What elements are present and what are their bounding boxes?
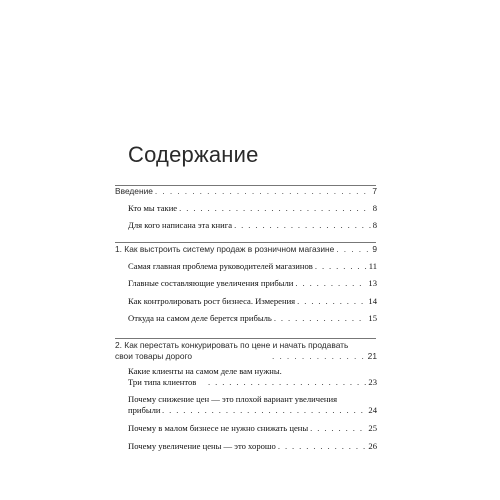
toc-entry-label-line: свои товары дорого [115, 351, 193, 362]
page-title: Содержание [128, 142, 259, 167]
toc-entry[interactable] [128, 203, 377, 213]
toc-entry[interactable] [128, 220, 377, 230]
toc-entry-label: Для кого написана эта книга [128, 220, 233, 230]
toc-leader-dots [162, 405, 366, 415]
toc-entry[interactable] [128, 313, 377, 323]
toc-entry-label-line: Какие клиенты на самом деле вам нужны. [128, 366, 282, 376]
toc-leader-dots [297, 296, 366, 306]
toc-entry[interactable] [128, 261, 377, 271]
toc-leader-dots [155, 186, 370, 196]
toc-entry-label: Почему в малом бизнесе не нужно снижать цены [128, 423, 309, 433]
toc-entry[interactable] [128, 296, 377, 306]
toc-entry-label-line: 2. Как перестать конкурировать по цене и начать продавать [115, 340, 349, 350]
toc-entry-label: Откуда на самом деле берется прибыль [128, 313, 272, 323]
toc-leader-dots [295, 278, 366, 288]
toc-entry-page: 8 [372, 203, 377, 213]
toc-entry[interactable] [128, 423, 377, 433]
toc-entry[interactable] [128, 441, 377, 451]
toc-leader-dots [208, 377, 366, 387]
toc-chapter[interactable] [115, 244, 377, 254]
toc-entry-label: Кто мы такие [128, 203, 178, 213]
toc-entry-page: 25 [368, 423, 377, 433]
toc-divider [115, 242, 376, 243]
toc-entry-label: Введение [115, 186, 153, 196]
toc-leader-dots [234, 220, 371, 230]
toc-entry-label: Главные составляющие увеличения прибыли [128, 278, 294, 288]
toc-entry-page: 15 [368, 313, 377, 323]
toc-entry-page: 14 [368, 296, 377, 306]
toc-leader-dots [310, 423, 366, 433]
toc-entry-label: Почему увеличение цены — это хорошо [128, 441, 276, 451]
toc-page-row [270, 351, 377, 361]
toc-entry-label-line: прибыли [128, 405, 161, 416]
toc-entry-page: 24 [368, 405, 377, 415]
toc-leader-dots [336, 244, 370, 254]
toc-entry-label: Самая главная проблема руководителей магазинов [128, 261, 313, 271]
toc-entry[interactable] [128, 278, 377, 288]
toc-entry-page: 8 [372, 220, 377, 230]
toc-entry-label: 1. Как выстроить систему продаж в розничном магазине [115, 244, 335, 254]
toc-entry-page: 9 [372, 244, 377, 254]
toc-entry-label-line: Три типа клиентов [128, 377, 197, 388]
toc-leader-dots [274, 313, 367, 323]
toc-entry-label-line: Почему снижение цен — это плохой вариант увеличения [128, 394, 338, 404]
toc-leader-dots [315, 261, 367, 271]
toc-leader-dots [278, 441, 367, 451]
toc-leader-dots [272, 351, 366, 361]
toc-entry-label: Как контролировать рост бизнеса. Измерения [128, 296, 296, 306]
toc-divider [115, 338, 376, 339]
toc-entry-page: 7 [372, 186, 377, 196]
toc-entry-page: 13 [368, 278, 377, 288]
toc-page-row [160, 405, 377, 415]
toc-entry-page: 23 [368, 377, 377, 387]
toc-entry[interactable] [115, 186, 377, 196]
toc-entry-page: 26 [368, 441, 377, 451]
toc-entry-page: 11 [368, 261, 377, 271]
toc-page-row [206, 377, 377, 387]
toc-entry-page: 21 [367, 351, 377, 361]
toc-leader-dots [179, 203, 371, 213]
